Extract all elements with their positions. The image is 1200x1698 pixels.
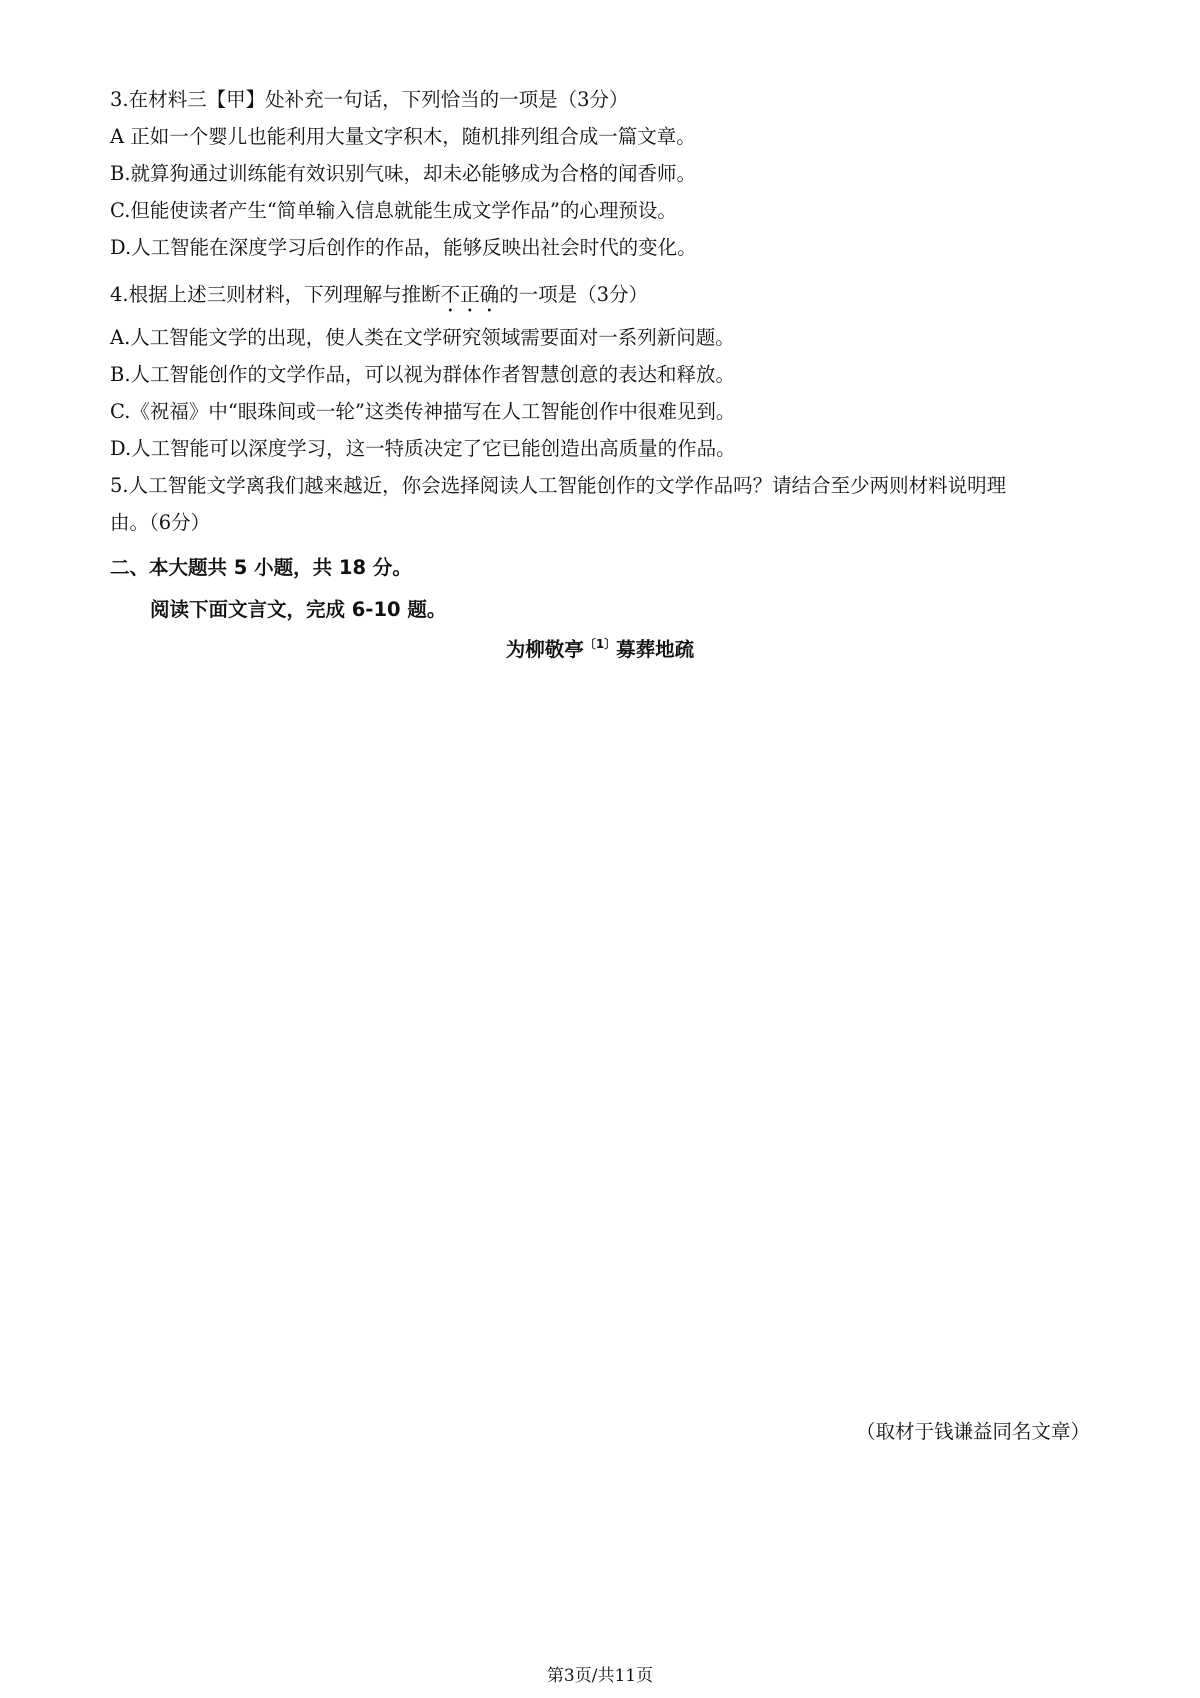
q3-stem: 3.在材料三【甲】处补充一句话，下列恰当的一项是（3分） (110, 88, 629, 111)
q4-option-d: D.人工智能可以深度学习，这一特质决定了它已能创造出高质量的作品。 (110, 437, 736, 460)
q5-line1: 5.人工智能文学离我们越来越近，你会选择阅读人工智能创作的文学作品吗？请结合至少两则材料说明理 (110, 474, 1007, 497)
q4-emphasis: 不正确 (440, 283, 500, 306)
q4-stem: 4.根据上述三则材料，下列理解与推断不正确的一项是（3分） (110, 283, 649, 306)
essay-source: （取材于钱谦益同名文章） (855, 1420, 1090, 1443)
q4-option-b: B.人工智能创作的文学作品，可以视为群体作者智慧创意的表达和释放。 (110, 363, 736, 386)
q3-option-d: D.人工智能在深度学习后创作的作品，能够反映出社会时代的变化。 (110, 236, 697, 259)
q5-line2: 由。（6分） (110, 511, 211, 534)
q4-option-c: C.《祝福》中“眼珠间或一轮”这类传神描写在人工智能创作中很难见到。 (110, 400, 736, 423)
q3-option-b: B.就算狗通过训练能有效识别气味，却未必能够成为合格的闻香师。 (110, 162, 697, 185)
q3-option-c: C.但能使读者产生“简单输入信息就能生成文学作品”的心理预设。 (110, 199, 677, 222)
q4-option-a: A.人工智能文学的出现，使人类在文学研究领域需要面对一系列新问题。 (110, 326, 735, 349)
essay-title: 为柳敬亭$^{〔1〕}$募葬地疏 (505, 637, 695, 661)
q3-option-a: A 正如一个婴儿也能利用大量文字积木，随机排列组合成一篇文章。 (110, 125, 696, 148)
page-footer: 第3页/共11页 (546, 1666, 654, 1686)
section-heading: 二、本大题共 5 小题，共 18 分。 (110, 556, 412, 579)
section-instruction: 阅读下面文言文，完成 6-10 题。 (150, 598, 447, 621)
